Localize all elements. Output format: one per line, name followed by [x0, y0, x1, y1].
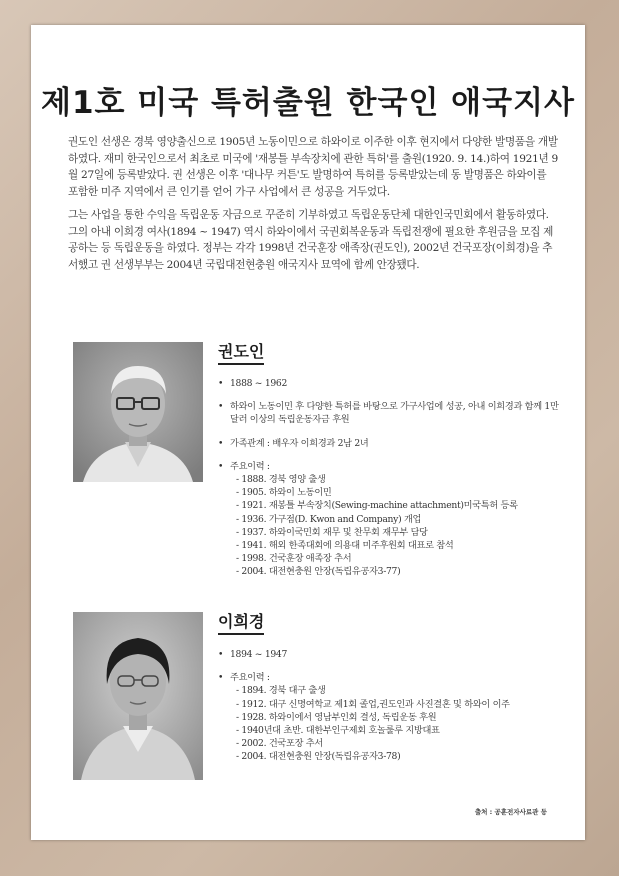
person-name-kwon-doin: 권도인: [218, 339, 264, 365]
career-item: - 2002. 건국포장 추서: [236, 738, 323, 750]
description-text: 하와이 노동이민 후 다양한 특허를 바탕으로 가구사업에 성공, 아내 이희경과 함께 1만 달러 이상의 독립운동자금 후원: [230, 401, 559, 426]
career-item: - 1940년대 초반. 대한부인구제회 호놀룰루 지방대표: [236, 725, 440, 737]
portrait-photo-lee-heegyeong: [73, 612, 203, 780]
career-bullet: • 주요이력 : - 1888. 경북 영양 출생 - 1905. 하와이 노동이민 - 1921. 재봉틀 부속장치(Sewing-machine attachment)미국특허 등록 - 1936. 가구점(D. Kwon and Company) 개업 - 1937. 하와이국민회 재무 및 찬무회 재무부 담당 - 1941. 해외 한족대회에 의용대 미주후원회 대표로 참석 - 1998. 건국훈장 애족장 추서 - 2004. 대전현충원 안장(독립유공자3-77): [218, 460, 568, 579]
career-item: - 2004. 대전현충원 안장(독립유공자3-78): [236, 751, 401, 763]
career-item: - 1905. 하와이 노동이민: [236, 487, 332, 499]
career-bullet: • 주요이력 : - 1894. 경북 대구 출생 - 1912. 대구 신명여학교 제1회 졸업,권도인과 사진결혼 및 하와이 이주 - 1928. 하와이에서 영남부인회 결성, 독립운동 후원 - 1940년대 초반. 대한부인구제회 호놀룰루 지방대표 - 2002. 건국포장 추서 - 2004. 대전현충원 안장(독립유공자3-78): [218, 671, 568, 763]
career-label: 주요이력 :: [230, 672, 270, 684]
career-item: - 1928. 하와이에서 영남부인회 결성, 독립운동 후원: [236, 711, 437, 723]
years-bullet: • 1894 ~ 1947: [218, 648, 568, 661]
career-item: - 1936. 가구점(D. Kwon and Company) 개업: [236, 513, 422, 525]
intro-paragraph-1: 권도인 선생은 경북 영양출신으로 1905년 노동이민으로 하와이로 이주한 이후 현지에서 다양한 발명품을 개발하였다. 재미 한국인으로서 최초로 미국에 '재봉틀 부속장치에 관한 특허'를 출원(1920. 9. 14.)하여 1921년 9월 27일에 등록받았다. 권 선생은 이후 '대나무 커튼'도 발명하여 특허를 등록받았는데 동 발명품은 하와이를 포함한 미주 지역에서 큰 인기를 얻어 가구 사업에서 큰 성공을 거두었다.: [68, 136, 558, 198]
intro-paragraph-2: 그는 사업을 통한 수익을 독립운동 자금으로 꾸준히 기부하였고 독립운동단체 대한인국민회에서 활동하였다. 그의 아내 이희경 여사(1894 ~ 1947) 역시 하와이에서 국권회복운동과 독립전쟁에 필요한 후원금을 모집 제공하는 등 독립운동을 하였다. 정부는 각각 1998년 건국훈장 애족장(권도인), 2002년 건국포장(이희경)을 추서했고 권 선생부부는 2004년 국립대전현충원 애국지사 묘역에 함께 안장됐다.: [68, 209, 554, 271]
career-item: - 1941. 해외 한족대회에 의용대 미주후원회 대표로 참석: [236, 540, 454, 552]
family-text: 가족관계 : 배우자 이희경과 2남 2녀: [230, 437, 369, 449]
years-text: 1888 ~ 1962: [230, 378, 288, 389]
career-item: - 1998. 건국훈장 애족장 추서: [236, 553, 352, 565]
career-list: [230, 684, 568, 763]
career-item: - 1894. 경북 대구 출생: [236, 685, 326, 697]
page-title: 제1호 미국 특허출원 한국인 애국지사: [41, 85, 575, 121]
intro-text: [68, 134, 558, 280]
source-credit: 출처 : 공훈전자사료관 등: [474, 808, 547, 816]
career-label: 주요이력 :: [230, 460, 270, 472]
career-item: - 2004. 대전현충원 안장(독립유공자3-77): [236, 566, 401, 578]
portrait-photo-kwon-doin: [73, 342, 203, 482]
person-info-kwon-doin: [218, 377, 568, 579]
career-item: - 1912. 대구 신명여학교 제1회 졸업,권도인과 사진결혼 및 하와이 이주: [236, 698, 510, 710]
person-info-lee-heegyeong: [218, 648, 568, 764]
years-text: 1894 ~ 1947: [230, 649, 288, 660]
career-item: - 1921. 재봉틀 부속장치(Sewing-machine attachment)미국특허 등록: [236, 500, 518, 512]
person-name-lee-heegyeong: 이희경: [218, 609, 264, 635]
career-list: [230, 473, 568, 579]
description-bullet: • 하와이 노동이민 후 다양한 특허를 바탕으로 가구사업에 성공, 아내 이희경과 함께 1만 달러 이상의 독립운동자금 후원: [218, 400, 568, 426]
career-item: - 1888. 경북 영양 출생: [236, 474, 326, 486]
document-sheet: [31, 25, 585, 840]
years-bullet: • 1888 ~ 1962: [218, 377, 568, 390]
family-bullet: • 가족관계 : 배우자 이희경과 2남 2녀: [218, 437, 568, 450]
career-item: - 1937. 하와이국민회 재무 및 찬무회 재무부 담당: [236, 526, 428, 538]
